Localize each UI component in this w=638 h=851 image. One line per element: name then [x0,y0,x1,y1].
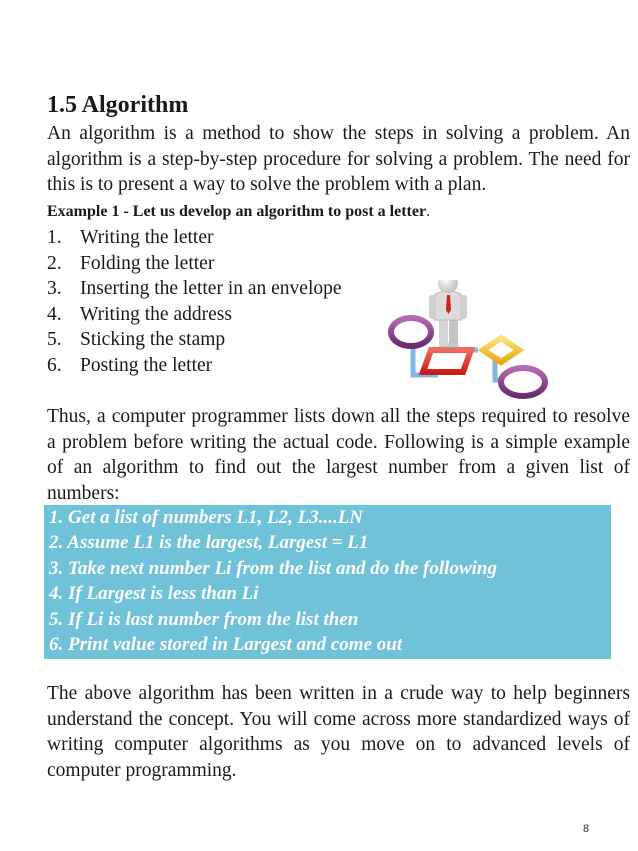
list-item: 5. If Li is last number from the list then [49,608,359,630]
page-number: 8 [583,823,590,835]
algorithm-steps-list [49,505,497,657]
list-item: 4. If Largest is less than Li [49,583,259,605]
intro-paragraph: An algorithm is a method to show the steps in solving a problem. An algorithm is a step-by-step procedure for solving a problem. The need for this is to present a way to solve the problem with a plan. [47,123,630,195]
example-label-text: Example 1 - Let us develop an algorithm to post a letter [47,203,427,220]
closing-paragraph: The above algorithm has been written in a crude way to help beginners understand the concept. You will come across more standardized ways of writing computer algorithms as you move on to advanced levels of computer programming. [47,683,630,781]
list-item: 3. Inserting the letter in an envelope [47,278,342,299]
list-item: 4. Writing the address [47,303,232,325]
list-item: 2. Folding the letter [47,252,215,274]
list-item: 5. Sticking the stamp [47,329,226,350]
section-heading: 1.5 Algorithm [47,92,189,118]
list-item: 3. Take next number Li from the list and do the following [49,557,497,579]
explanation-paragraph: Thus, a computer programmer lists down all the steps required to resolve a problem before writing the actual code. Following is a simple example of an algorithm to find out the largest number from a given list of numbers: [47,406,630,504]
example-label [47,201,430,223]
list-item: 1. Get a list of numbers L1, L2, L3....LN [49,507,364,528]
list-item: 6. Posting the letter [47,354,213,376]
example-label-period: . [426,203,431,220]
list-item: 6. Print value stored in Largest and come out [49,634,403,656]
list-item: 2. Assume L1 is the largest, Largest = L1 [49,532,369,554]
person-on-flowchart-icon [383,280,553,410]
list-item: 1. Writing the letter [47,227,214,248]
letter-steps-list [47,225,342,378]
